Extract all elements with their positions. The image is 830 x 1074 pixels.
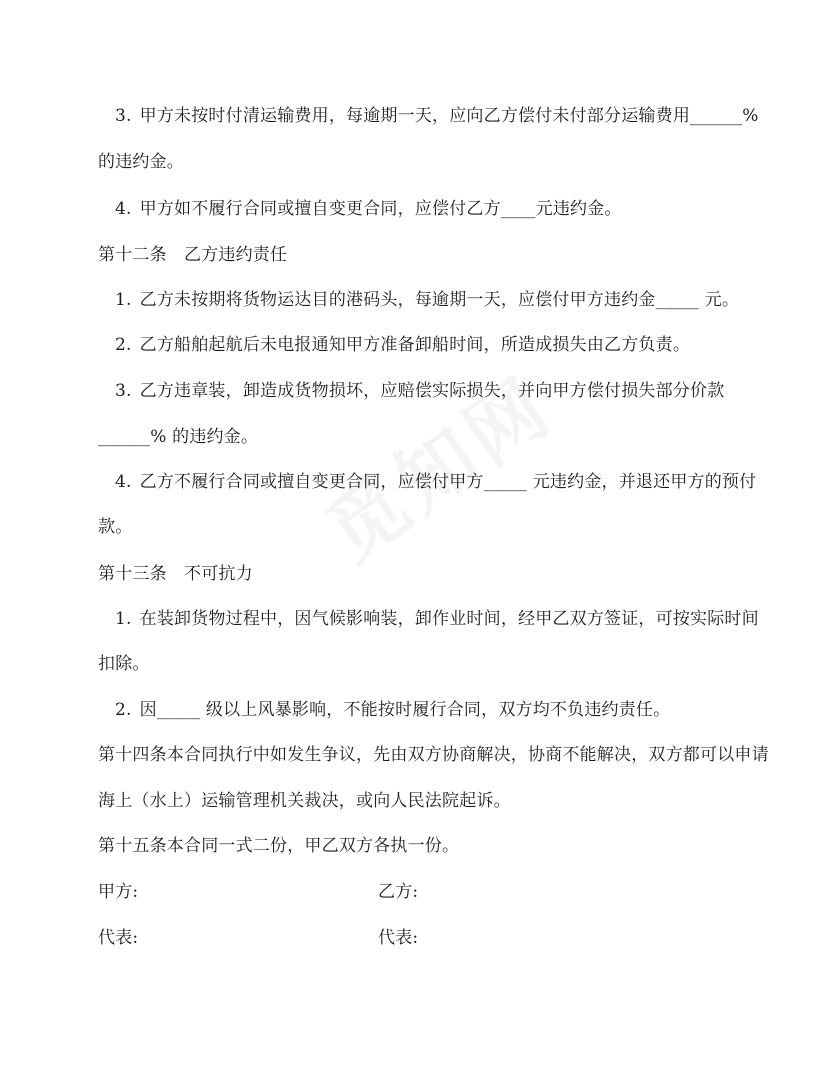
clause-13-item-1 (115, 607, 759, 631)
item-number: 3. (115, 381, 132, 401)
clause-12-item-2 (115, 333, 690, 357)
item-number: 2. (115, 700, 132, 720)
clause-12-item-3 (115, 379, 724, 403)
item-number: 4. (115, 199, 132, 219)
rep-b-label: 代表: (378, 928, 419, 948)
item-number: 3. (115, 106, 132, 126)
party-a-label: 甲方: (98, 882, 139, 902)
clause-12-item-1 (115, 288, 739, 312)
clause-11-item-4 (115, 197, 622, 221)
clause-11-item-3-cont: 的违约金。 (98, 152, 184, 172)
item-text: 乙方违章装，卸造成货物损坏，应赔偿实际损失，并向甲方偿付损失部分价款 (139, 381, 725, 401)
clause-13-heading: 第十三条 不可抗力 (98, 564, 253, 584)
item-text: 甲方如不履行合同或擅自变更合同，应偿付乙方____元违约金。 (139, 199, 622, 219)
item-number: 1. (115, 609, 132, 629)
clause-14: 第十四条本合同执行中如发生争议，先由双方协商解决，协商不能解决，双方都可以申请 (98, 745, 769, 765)
item-text: 乙方未按期将货物运达目的港码头，每逾期一天，应偿付甲方违约金_____ 元。 (139, 290, 740, 310)
item-text: 在装卸货物过程中，因气候影响装，卸作业时间，经甲乙双方签证，可按实际时间 (139, 609, 759, 629)
clause-12-item-4-cont: 款。 (98, 517, 133, 537)
clause-15: 第十五条本合同一式二份，甲乙双方各执一份。 (98, 836, 460, 856)
clause-13-item-2 (115, 698, 670, 722)
clause-13-item-1-cont: 扣除。 (98, 654, 150, 674)
clause-14-cont: 海上（水上）运输管理机关裁决，或向人民法院起诉。 (98, 791, 511, 811)
item-text: 因_____ 级以上风暴影响，不能按时履行合同，双方均不负违约责任。 (139, 700, 671, 720)
clause-12-item-4 (115, 470, 756, 494)
rep-a-label: 代表: (98, 928, 139, 948)
item-number: 2. (115, 335, 132, 355)
clause-12-heading: 第十二条 乙方违约责任 (98, 245, 288, 265)
clause-12-item-3-cont: ______% 的违约金。 (98, 427, 259, 447)
party-b-label: 乙方: (378, 882, 419, 902)
item-text: 乙方船舶起航后未电报通知甲方准备卸船时间，所造成损失由乙方负责。 (139, 335, 691, 355)
item-text: 甲方未按时付清运输费用，每逾期一天，应向乙方偿付未付部分运输费用______% (139, 106, 759, 126)
item-number: 4. (115, 472, 132, 492)
item-text: 乙方不履行合同或擅自变更合同，应偿付甲方_____ 元违约金，并退还甲方的预付 (139, 472, 757, 492)
item-number: 1. (115, 290, 132, 310)
clause-11-item-3 (115, 104, 759, 128)
